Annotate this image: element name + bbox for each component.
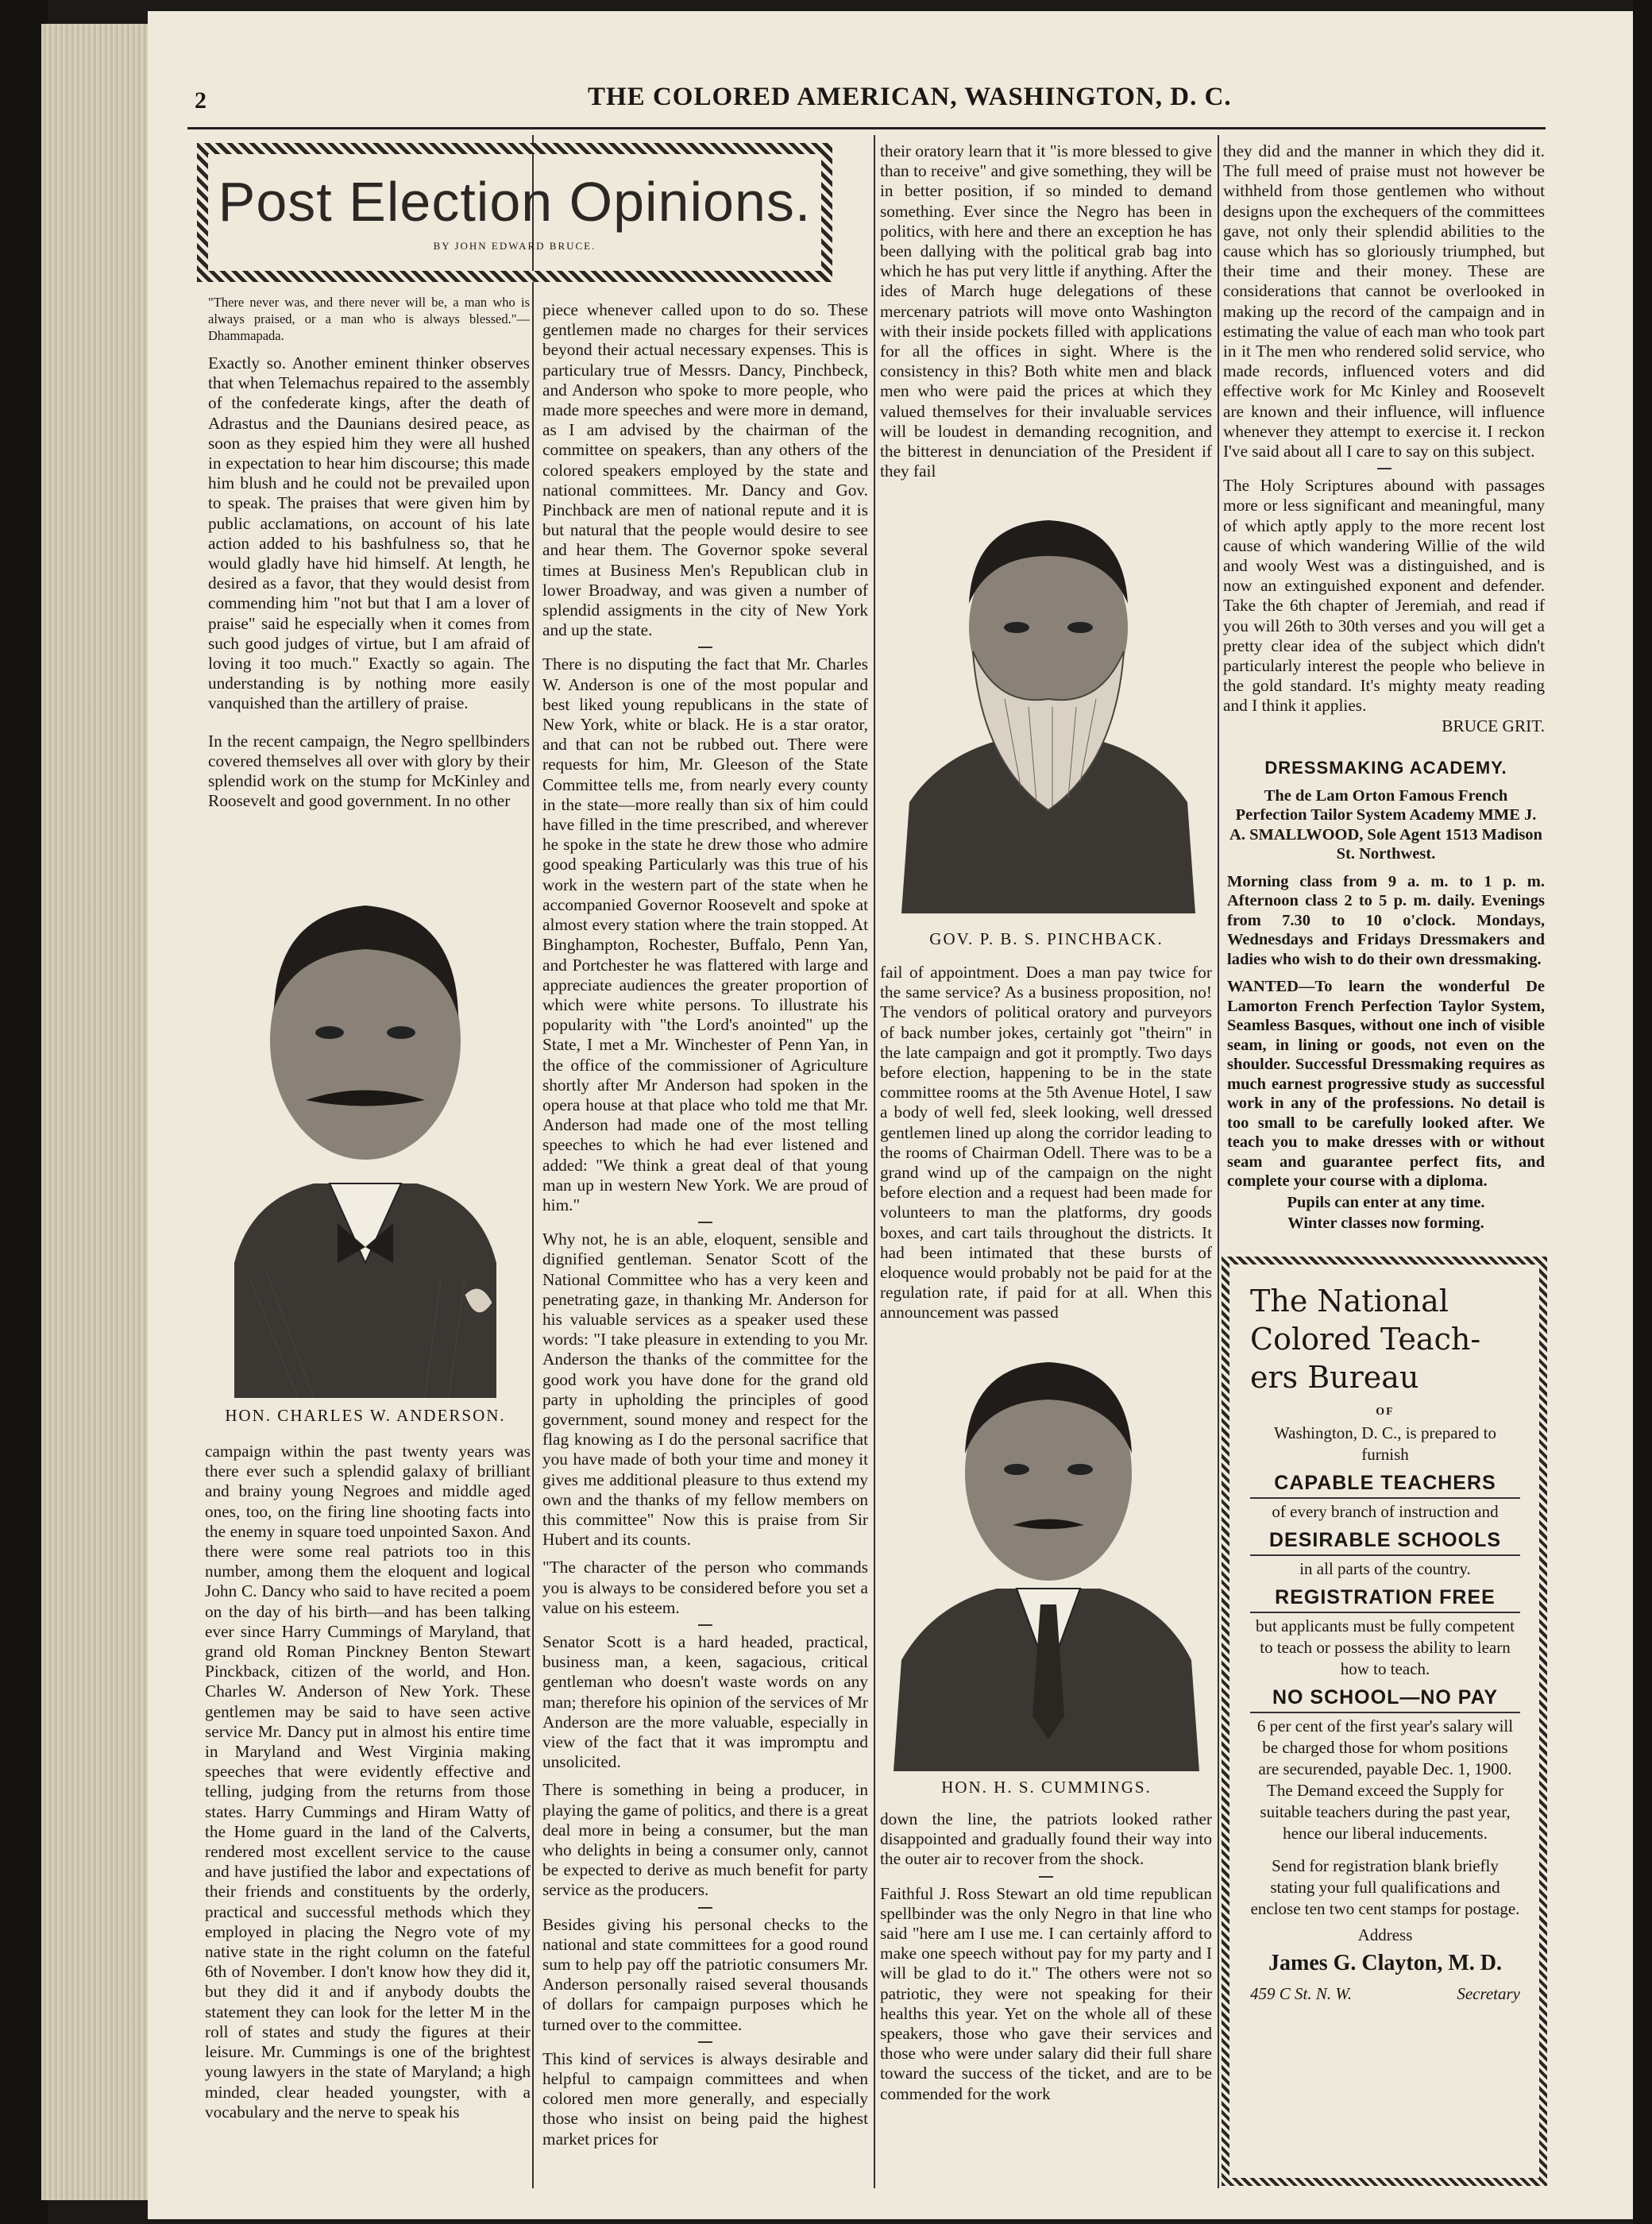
paragraph: down the line, the patriots looked rather disappointed and gradually found their way into the outer air to recover from the shock. [880, 1809, 1212, 1869]
article-title-box [197, 143, 832, 282]
teachers-bureau-ad [1222, 1257, 1547, 2186]
ad-address-label: Address [1357, 1925, 1413, 1944]
ad-location: Washington, D. C., is prepared to furnish [1273, 1423, 1496, 1464]
ad-title-line-1: The National [1250, 1284, 1449, 1319]
ad-rule [1250, 1497, 1520, 1499]
signature: BRUCE GRIT. [1442, 716, 1545, 736]
paragraph: Besides giving his personal checks to the national and state committees for a good round sum to help pay off the patriotic consumers Mr. Anderson personally raised several thousands of dollars for campaign purposes which he turned over to the committee. [542, 1914, 868, 2034]
ad-capable: CAPABLE TEACHERS [1274, 1472, 1496, 1494]
dressmaking-wanted: WANTED—To learn the wonderful De Lamorton French Perfection Taylor System, Seamless Basques, without one inch of visible seam, in lining or goods, not even on the shoulder. Successful Dressmaking requires as much earnest progressive study as successful work in any of the professions. No detail is too small to be carefully looked after. We teach you to make dresses with or without seam and guarantee perfect fits, and complete your course with a diploma. [1227, 978, 1545, 1190]
ad-name: James G. Clayton, M. D. [1268, 1951, 1502, 1975]
separator-dash [1377, 468, 1391, 469]
paragraph: There is no disputing the fact that Mr. Charles W. Anderson is one of the most popular and best liked young republicans in the state of New York, white or black. He is a star orator, and that can not be rubbed out. There were requests for him, Mr. Gleeson of the State Committee tells me, from nearly every county in the state—more really than six of him could have filled in the time prescribed, and wherever he spoke in the state he drew those who admire good speaking Particularly was this true of his work in the western part of the state when he accompanied Governor Roosevelt and spoke at almost every station where the train stopped. At Binghampton, Rochester, Buffalo, Penn Yan, and Portchester he was flattered with large and appreciate audiences the greater proportion of which were white persons. To illustrate his popularity with "the Lord's anointed" up the State, I met a Mr. Winchester of Penn Yan, in the office of the commissioner of Agriculture shortly after Mr Anderson had spoken in the opera house at that place who told me that Mr. Anderson had made one of the most telling speeches to which he had ever listened and added: "We think a great deal of that young man up in western New York. We are proud of him." [542, 654, 868, 1214]
ad-rule [1250, 1712, 1520, 1713]
separator-dash [698, 647, 712, 648]
paragraph: Exactly so. Another eminent thinker observes that when Telemachus repaired to the assembly of the confederate kings, after the death of Adrastus and the Daunians desired peace, as soon as they espied him they were all hushed in expectation to hear him discourse; this made him blush and he could not be prevailed upon to speak. The praises that were given him by public acclamations, on account of his late action added to his bashfulness so, that he would gladly have hid himself. At length, he desired as a favor, that they would desist from commending him "not but that I am a lover of praise" said he especially when it comes from such good judges of virtue, but I am afraid of loving it too much." Exactly so again. The understanding is by nothing more easily vanquished than the artillery of praise. [208, 353, 530, 713]
paragraph: Senator Scott is a hard headed, practical, business man, a keen, sagacious, critical gentleman who doesn't waste words on any man; therefore his opinion of the services of Mr Anderson are the more valuable, especially in view of the fact that it was impromptu and unsolicited. [542, 1632, 868, 1772]
ad-every-branch: of every branch of instruction and [1272, 1502, 1499, 1521]
dressmaking-enter: Pupils can enter at any time. [1287, 1193, 1485, 1211]
ad-send: Send for registration blank briefly stating your full qualifications and enclose ten two cent stamps for postage. [1250, 1856, 1520, 1918]
column-4-top [1223, 141, 1545, 736]
column-3-top [880, 141, 1212, 481]
scan-background-left [0, 0, 48, 2224]
column-1-bottom [205, 1442, 531, 2122]
ad-rule [1250, 1612, 1520, 1613]
ad-no-school: NO SCHOOL—NO PAY [1272, 1686, 1499, 1709]
column-2 [542, 300, 868, 2149]
epigraph: "There never was, and there never will be, a man who is always praised, or a man who is always blessed."—Dhammapada. [208, 295, 530, 343]
masthead-rule [187, 127, 1546, 129]
paragraph: Why not, he is an able, eloquent, sensible and dignified gentleman. Senator Scott of the National Committee who has a very keen and penetrating gaze, in thanking Mr. Anderson for his valuable services as a speaker used these words: "I take pleasure in extending to you Mr. Anderson the thanks of the committee for the good work you have done for the grand old party in upholding the principles of good government, sound money and respect for the flag knowing as I do the personal sacrifice that you have made of both your time and money it gives me additional pleasure to thus extend my own and the thanks of my fellow members on this committee" Now this is praise from Sir Hubert and its counts. [542, 1230, 868, 1550]
pinchback-portrait [886, 500, 1207, 913]
article-title: Post Election Opinions. [218, 171, 812, 233]
ad-all-parts: in all parts of the country. [1299, 1559, 1471, 1578]
column-rule-3 [1218, 135, 1219, 2188]
separator-dash [698, 1624, 712, 1626]
column-rule-2 [874, 135, 875, 2188]
dressmaking-intro: The de Lam Orton Famous French Perfection Tailor System Academy MME J. A. SMALLWOOD, Sole Agent 1513 Madison St. Northwest. [1229, 786, 1542, 863]
ad-title-line-2: Colored Teach- [1250, 1322, 1481, 1357]
paragraph: piece whenever called upon to do so. These gentlemen made no charges for their services beyond their actual necessary expenses. This is particulary true of Messrs. Dancy, Pinchbeck, and Anderson who spoke to more people, who made more speeches and were more in demand, as I am advised by the chairman of the committee on speakers, than any others of the colored speakers employed by the state and national committees. Mr. Dancy and Gov. Pinchback are men of national repute and it is but natural that the people would desire to see and hear them. The Governor spoke several times at Business Men's Republican club in lower Broadway, and was given a number of splendid assigments in the city of New York and up the state. [542, 300, 868, 640]
dressmaking-winter: Winter classes now forming. [1287, 1214, 1484, 1232]
ad-street: 459 C St. N. W. [1250, 1984, 1353, 2003]
ad-title-line-3: ers Bureau [1250, 1360, 1419, 1395]
ad-rule [1250, 1554, 1520, 1556]
anderson-caption: HON. CHARLES W. ANDERSON. [225, 1406, 506, 1425]
cummings-portrait [886, 1342, 1207, 1771]
column-3-middle [880, 963, 1212, 1323]
bound-page-edges [41, 24, 152, 2200]
separator-dash [1039, 1876, 1053, 1878]
paragraph: their oratory learn that it "is more blessed to give than to receive" and give something, they will be in better position, if so minded to demand something. Ever since the Negro has been in politics, with here and there an exception he has been dallying with the political grab bag into which he has put very little if anything. After the ides of March huge delegations of these mercenary patriots will move onto Washington with their inside pockets filled with applications for all the offices in sight. Where is the consistency in this? Both white men and black men who were paid the prices at which they valued themselves for their invaluable services will be loudest in demanding recognition, and the bitterest in denunciation of the President if they fail [880, 141, 1212, 481]
ad-applicants: but applicants must be fully competent to teach or possess the ability to learn how to teach. [1255, 1616, 1515, 1678]
dressmaking-schedule: Morning class from 9 a. m. to 1 p. m. Afternoon class 2 to 5 p. m. daily. Evenings from 7.30 to 10 o'clock. Mondays, Wednesdays and Fridays Dressmakers and ladies who wish to do their own dressmaking. [1227, 872, 1545, 968]
paragraph: This kind of services is always desirable and helpful to campaign committees and when colored men more generally, and especially those who insist on being paid the highest market prices for [542, 2048, 868, 2149]
column-3-bottom [880, 1809, 1212, 2104]
separator-dash [698, 1907, 712, 1909]
dressmaking-ad [1227, 759, 1545, 1234]
separator-dash [698, 2041, 712, 2043]
separator-dash [698, 1222, 712, 1223]
paragraph: Faithful J. Ross Stewart an old time republican spellbinder was the only Negro in that line who said "here am I use me. I can certainly afford to make one speech without pay for my party and I will be glad to do it." The others were not so patriotic, they were not speaking for their healths this year. Yet on the whole all of these speakers, those who gave their services and those who were under salary did their full share toward the success of the ticket, and are to be commended for the work [880, 1883, 1212, 2103]
paragraph: The Holy Scriptures abound with passages more or less significant and meaningful, many of which aptly apply to the more recent lost cause of which wandering Willie of the wild and wooly West was a distinguished, and is now an extinguished exponent and defender. Take the 6th chapter of Jeremiah, and read if you will 26th to 30th verses and you will get a pretty clear idea of the subject which didn't particularly interest the people who believe in the gold standard. It's mighty meaty reading and I think it applies. [1223, 476, 1545, 716]
paragraph: In the recent campaign, the Negro spellbinders covered themselves all over with glory by their splendid work on the stump for McKinley and Roosevelt and good government. In no other [208, 731, 530, 811]
anderson-portrait [203, 850, 528, 1398]
ad-percent: 6 per cent of the first year's salary will be charged those for whom positions are securended, payable Dec. 1, 1900. The Demand exceed the Supply for suitable teachers during the past year, hence our liberal inducements. [1256, 1716, 1514, 1843]
scan-background-right [1633, 0, 1652, 2224]
paragraph: they did and the manner in which they did it. The full meed of praise must not however be withheld from those gentlemen who without designs upon the exchequers of the committees gave, not only their splendid abilities to the cause which has so gloriously triumphed, but their time and their money. These are considerations that cannot be overlooked in making up the record of the campaign and in estimating the value of each man who took part in it The men who rendered solid service, who made records, influenced voters and did effective work for Mc Kinley and Roosevelt are known and their influence, will influence whenever they attempt to exercise it. I reckon I've said about all I care to say on this subject. [1223, 141, 1545, 461]
paragraph: There is something in being a producer, in playing the game of politics, and there is a great deal more in being a consumer, but the man who delights in being a consumer only, cannot be expected to derive as much benefit for party service as the producers. [542, 1780, 868, 1900]
ad-of: OF [1376, 1406, 1395, 1418]
column-rule-1 [532, 135, 534, 2188]
ad-registration: REGISTRATION FREE [1275, 1586, 1496, 1608]
paragraph: fail of appointment. Does a man pay twice for the same service? As a business proposition, no! The vendors of political oratory and purveyors of back number jokes, certainly got "theirn" in the late campaign and got it promptly. Two days before election, happening to be in the state committee rooms at the 5th Avenue Hotel, I saw a body of well fed, sleek looking, well dressed gentlemen lined up along the corridor leading to the rooms of Chairman Odell. There was to be a grand wind up of the campaign on the night before election and a request had been made for volunteers to man the platforms, dry goods boxes, and cart tails throughout the districts. It had been intimated that these bursts of eloquence would probably not be paid for at the regulation rate, if paid for at all. When this announcement was passed [880, 963, 1212, 1322]
masthead: THE COLORED AMERICAN, WASHINGTON, D. C. [588, 83, 1232, 111]
paragraph: "The character of the person who commands you is always to be considered before you set a value on his esteem. [542, 1558, 868, 1617]
cummings-caption: HON. H. S. CUMMINGS. [941, 1778, 1152, 1797]
ad-desirable: DESIRABLE SCHOOLS [1268, 1529, 1502, 1551]
column-1-top [208, 353, 530, 811]
paragraph: campaign within the past twenty years was there ever such a splendid galaxy of brilliant and brainy young Negroes and middle aged ones, too, on the firing line shooting facts into the enemy in square toed unpointed Saxon. And there were some real patriots too in this number, among them the eloquent and logical John C. Dancy who said to have recited a poem on the day of his birth—and has been talking ever since Harry Cummings of Maryland, that grand old Roman Pinckney Benton Stewart Pinckback, citizen of the world, and Hon. Charles W. Anderson of New York. These gentlemen may be said to have seen active service Mr. Dancy put in almost his entire time in Maryland and West Virginia making speeches that were evidently effective and telling, judging from the returns from those states. Harry Cummings and Hiram Watty of the Home guard in the land of the Calverts, rendered most excellent service to the cause and have justified the labor and expectations of their friends and constituents by the orderly, practical and successful methods which they employed in placing the Negro vote of my native state in the right column on the fateful 6th of November. I don't know how they did it, but they did it and if anybody doubts the statement they can look for the letter M in the roll of states and study the figures at their leisure. Mr. Cummings is one of the brightest young lawyers in the state of Maryland; a high minded, clear headed youngster, with a vocabulary and the nerve to speak his [205, 1442, 531, 2122]
dressmaking-heading: DRESSMAKING ACADEMY. [1264, 758, 1507, 778]
ad-secretary: Secretary [1457, 1984, 1520, 2003]
article-byline: BY JOHN EDWARD BRUCE. [433, 240, 596, 252]
page-number: 2 [195, 87, 206, 114]
ad-address-row [1250, 1983, 1520, 2005]
pinchback-caption: GOV. P. B. S. PINCHBACK. [929, 929, 1164, 948]
